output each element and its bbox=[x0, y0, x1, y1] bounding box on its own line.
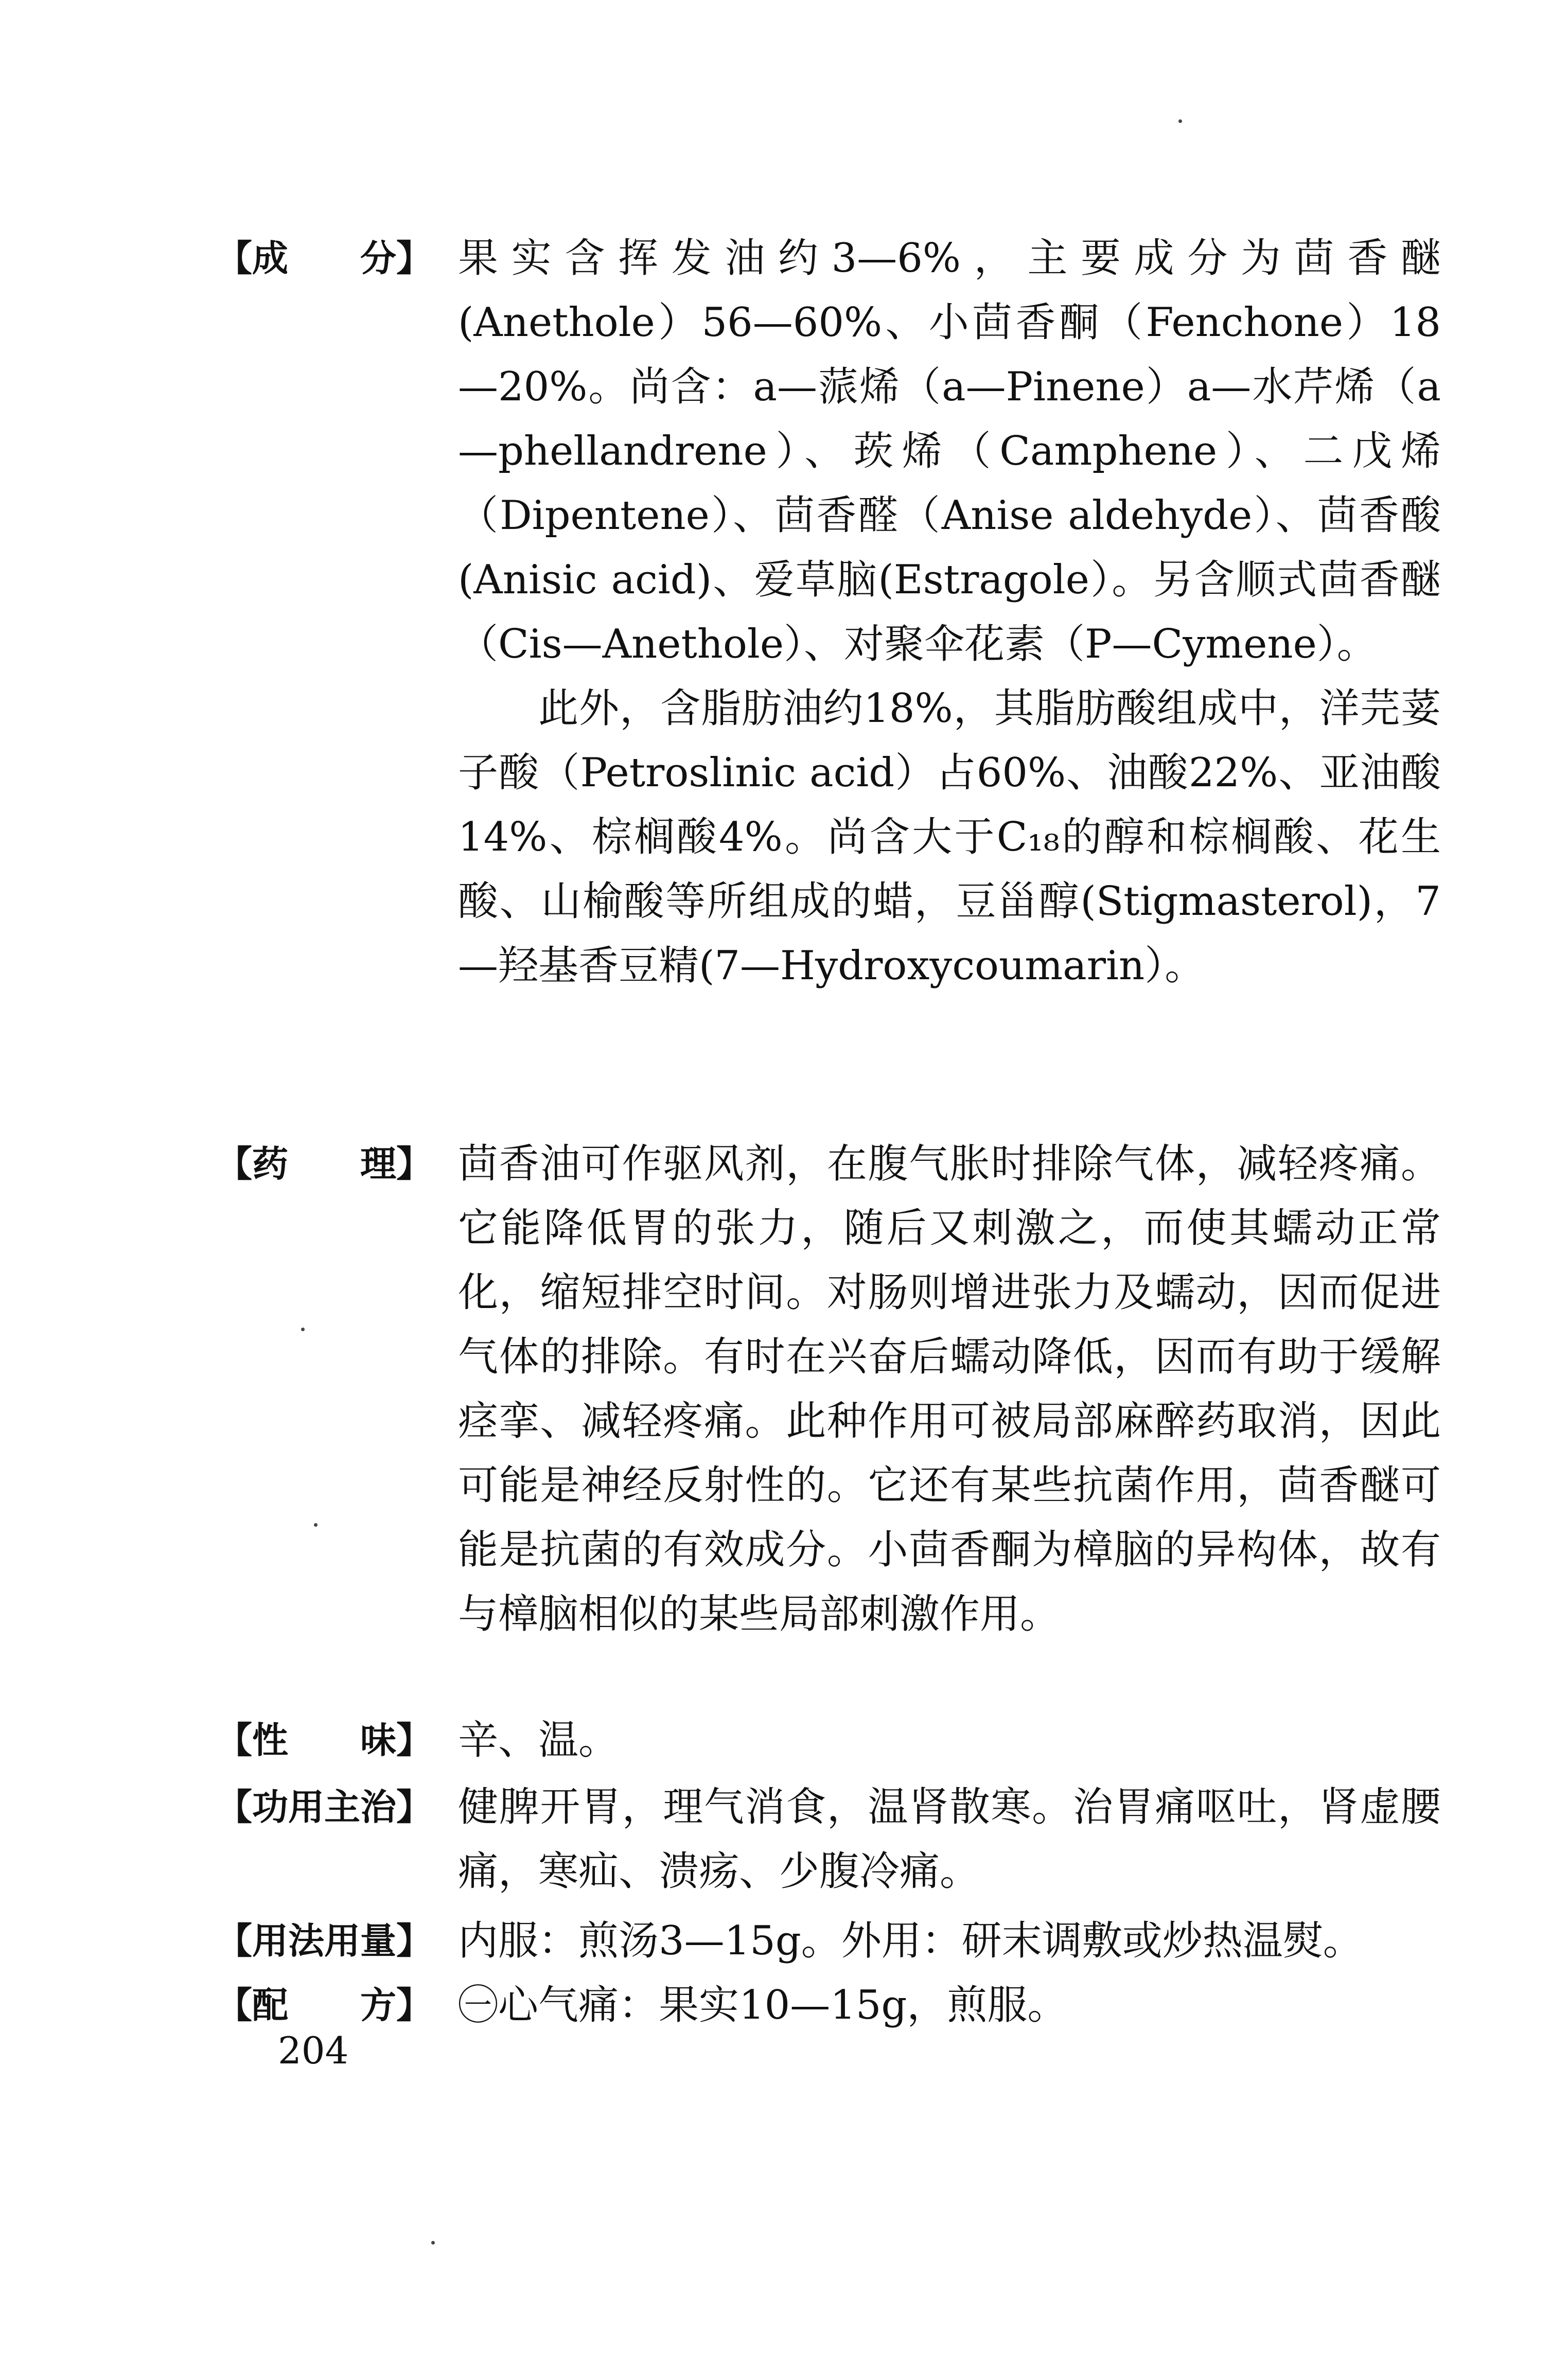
section-body bbox=[458, 1775, 1441, 1904]
section-pharmacology bbox=[216, 1132, 1441, 1647]
paragraph: 此外，含脂肪油约18%，其脂肪酸组成中，洋芫荽子酸（Petroslinic acid）占60%、油酸22%、亚油酸14%、棕榈酸4%。尚含大于C₁₈的醇和棕榈酸、花生酸、山榆酸等所组成的蜡，豆甾醇(Stigmasterol)，7—羟基香豆精(7—Hydroxycoumarin）。 bbox=[458, 685, 1441, 989]
scan-speck bbox=[314, 1523, 318, 1527]
section-body bbox=[458, 226, 1441, 998]
section-body bbox=[458, 1909, 1441, 1973]
paragraph: 果实含挥发油约3—6%，主要成分为茴香醚(Anethole）56—60%、小茴香酮（Fenchone）18—20%。尚含：a—蒎烯（a—Pinene）a—水芹烯（a—phellandrene）、莰烯（Camphene）、二戊烯（Dipentene）、茴香醛（Anise aldehyde）、茴香酸(Anisic acid)、爱草脑(Estragole）。另含顺式茴香醚（Cis—Anethole）、对聚伞花素（P—Cymene）。 bbox=[458, 235, 1441, 667]
paragraph: 健脾开胃，理气消食，温肾散寒。治胃痛呕吐，肾虚腰痛，寒疝、溃疡、少腹冷痛。 bbox=[458, 1784, 1441, 1895]
scan-speck bbox=[301, 1328, 305, 1331]
section-indications bbox=[216, 1775, 1441, 1904]
section-dosage bbox=[216, 1909, 1441, 1973]
section-heading: 【配 方】 bbox=[216, 1984, 432, 2026]
section-prescription bbox=[216, 1973, 1441, 2038]
section-heading: 【药 理】 bbox=[216, 1143, 432, 1185]
section-heading: 【成 分】 bbox=[216, 237, 432, 279]
section-components bbox=[216, 226, 1441, 998]
section-body bbox=[458, 1708, 1441, 1773]
scan-speck bbox=[1178, 119, 1182, 123]
scan-speck bbox=[431, 2241, 435, 2245]
section-heading: 【性 味】 bbox=[216, 1719, 432, 1761]
paragraph: 内服：煎汤3—15g。外用：研末调敷或炒热温熨。 bbox=[458, 1918, 1363, 1964]
paragraph: ㊀心气痛：果实10—15g，煎服。 bbox=[458, 1982, 1068, 2028]
section-heading: 【用法用量】 bbox=[216, 1920, 432, 1962]
section-body bbox=[458, 1132, 1441, 1647]
section-nature bbox=[216, 1708, 1441, 1773]
paragraph: 辛、温。 bbox=[458, 1717, 619, 1763]
page-number: 204 bbox=[278, 2029, 349, 2072]
section-heading: 【功用主治】 bbox=[216, 1786, 432, 1828]
paragraph: 茴香油可作驱风剂，在腹气胀时排除气体，减轻疼痛。它能降低胃的张力，随后又刺激之，而使其蠕动正常化，缩短排空时间。对肠则增进张力及蠕动，因而促进气体的排除。有时在兴奋后蠕动降低，因而有助于缓解痉挛、减轻疼痛。此种作用可被局部麻醉药取消，因此可能是神经反射性的。它还有某些抗菌作用，茴香醚可能是抗菌的有效成分。小茴香酮为樟脑的异构体，故有与樟脑相似的某些局部刺激作用。 bbox=[458, 1141, 1441, 1637]
section-body bbox=[458, 1973, 1441, 2038]
